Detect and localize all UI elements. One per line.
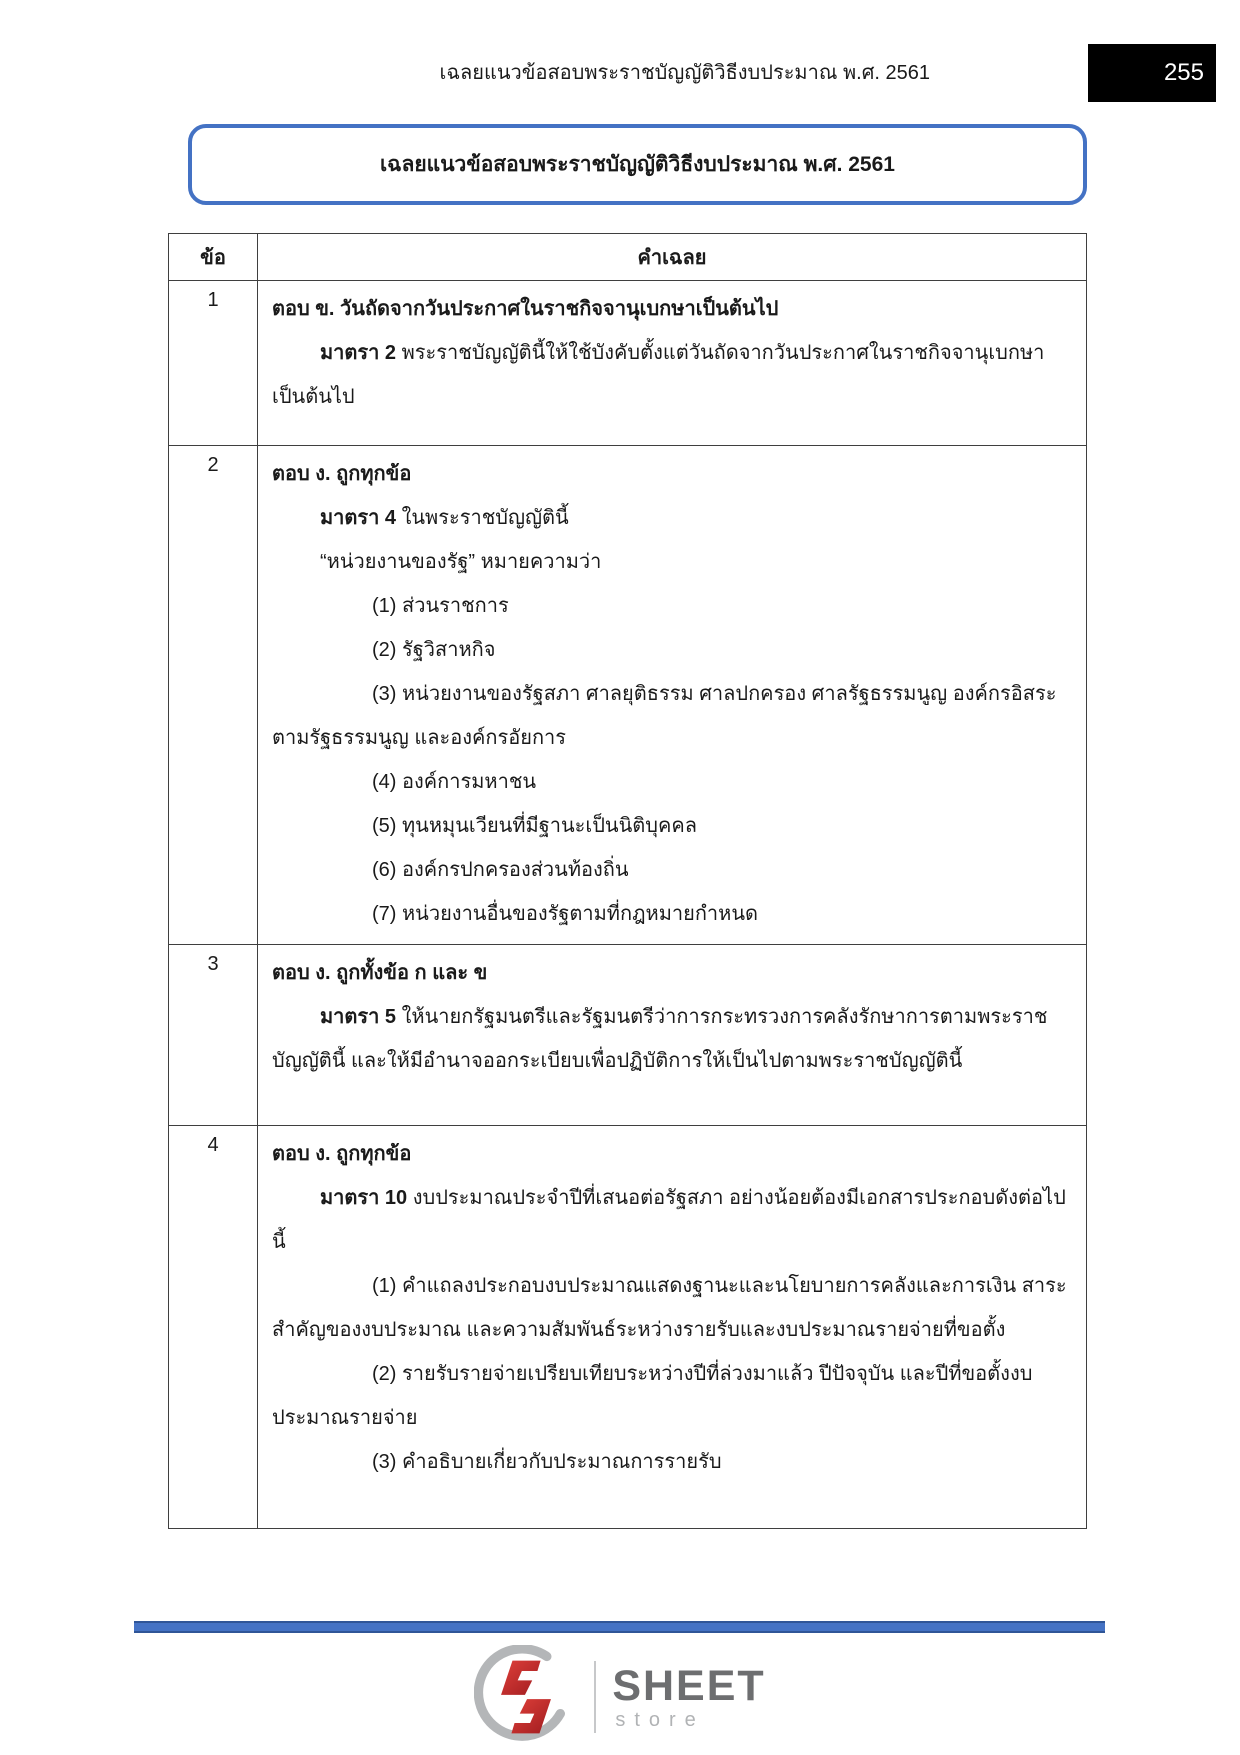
text-line: (1) ส่วนราชการ xyxy=(372,595,509,617)
text-line: (3) หน่วยงานของรัฐสภา ศาลยุติธรรม ศาลปกครอง ศาลรัฐธรรมนูญ องค์กรอิสระตามรัฐธรรมนูญ และองค์กรอัยการ xyxy=(272,683,1057,749)
sheet-store-logo xyxy=(0,1645,1240,1749)
logo-text xyxy=(612,1661,766,1731)
page-number-badge xyxy=(1088,44,1216,102)
text-line: (5) ทุนหมุนเวียนที่มีฐานะเป็นนิติบุคคล xyxy=(372,815,697,837)
table-row xyxy=(169,281,1087,446)
answer-cell xyxy=(258,281,1087,446)
table-row xyxy=(169,945,1087,1126)
footer-divider-bar xyxy=(134,1621,1105,1633)
answer-line: ตอบ ข. วันถัดจากวันประกาศในราชกิจจานุเบกษาเป็นต้นไป xyxy=(272,298,779,320)
text-line: (1) คำแถลงประกอบงบประมาณแสดงฐานะและนโยบายการคลังและการเงิน สาระสำคัญของงบประมาณ และความสัมพันธ์ระหว่างรายรับและงบประมาณรายจ่ายที่ขอตั้ง xyxy=(272,1275,1067,1341)
header-row xyxy=(169,234,1087,281)
text-line: “หน่วยงานของรัฐ” หมายความว่า xyxy=(320,551,602,573)
text-line: มาตรา 4 ในพระราชบัญญัตินี้ xyxy=(320,507,569,529)
text-line: (7) หน่วยงานอื่นของรัฐตามที่กฎหมายกำหนด xyxy=(372,903,759,925)
text-line: มาตรา 10 งบประมาณประจำปีที่เสนอต่อรัฐสภา อย่างน้อยต้องมีเอกสารประกอบดังต่อไปนี้ xyxy=(272,1187,1066,1253)
answer-cell xyxy=(258,945,1087,1126)
table-row xyxy=(169,446,1087,945)
text-line: (6) องค์กรปกครองส่วนท้องถิ่น xyxy=(372,859,629,881)
logo-subtitle: store xyxy=(615,1708,705,1731)
document-title: เฉลยแนวข้อสอบพระราชบัญญัติวิธีงบประมาณ พ.ศ. 2561 xyxy=(380,153,895,176)
text-line: (3) คำอธิบายเกี่ยวกับประมาณการรายรับ xyxy=(372,1451,722,1473)
logo-divider xyxy=(594,1661,596,1733)
table-row xyxy=(169,1126,1087,1529)
answers-table-body xyxy=(169,281,1087,1529)
document-title-box xyxy=(188,124,1087,205)
text-line: (4) องค์การมหาชน xyxy=(372,771,537,793)
question-number: 1 xyxy=(169,281,258,446)
column-header-answer: คำเฉลย xyxy=(258,234,1087,281)
answer-line: ตอบ ง. ถูกทั้งข้อ ก และ ข xyxy=(272,962,488,984)
answer-cell xyxy=(258,1126,1087,1529)
text-line: มาตรา 2 พระราชบัญญัตินี้ให้ใช้บังคับตั้งแต่วันถัดจากวันประกาศในราชกิจจานุเบกษา เป็นต้นไป xyxy=(272,342,1045,408)
logo-name: SHEET xyxy=(612,1661,766,1710)
page-number: 255 xyxy=(1163,59,1204,86)
answer-line: ตอบ ง. ถูกทุกข้อ xyxy=(272,1143,412,1165)
text-line: มาตรา 5 ให้นายกรัฐมนตรีและรัฐมนตรีว่าการกระทรวงการคลังรักษาการตามพระราชบัญญัตินี้ และให้มีอำนาจออกระเบียบเพื่อปฏิบัติการให้เป็นไปตามพระราชบัญญัตินี้ xyxy=(272,1006,1048,1072)
question-number: 2 xyxy=(169,446,258,945)
column-header-number: ข้อ xyxy=(169,234,258,281)
answer-cell xyxy=(258,446,1087,945)
running-header-title: เฉลยแนวข้อสอบพระราชบัญญัติวิธีงบประมาณ พ.ศ. 2561 xyxy=(439,62,930,84)
answer-line: ตอบ ง. ถูกทุกข้อ xyxy=(272,463,412,485)
text-line: (2) รายรับรายจ่ายเปรียบเทียบระหว่างปีที่ล่วงมาแล้ว ปีปัจจุบัน และปีที่ขอตั้งงบประมาณรายจ่าย xyxy=(272,1363,1033,1429)
answers-table xyxy=(168,233,1087,1529)
question-number: 4 xyxy=(169,1126,258,1529)
sheet-store-s-icon xyxy=(474,1645,578,1749)
text-line: (2) รัฐวิสาหกิจ xyxy=(372,639,496,661)
answers-table-head xyxy=(169,234,1087,281)
question-number: 3 xyxy=(169,945,258,1126)
